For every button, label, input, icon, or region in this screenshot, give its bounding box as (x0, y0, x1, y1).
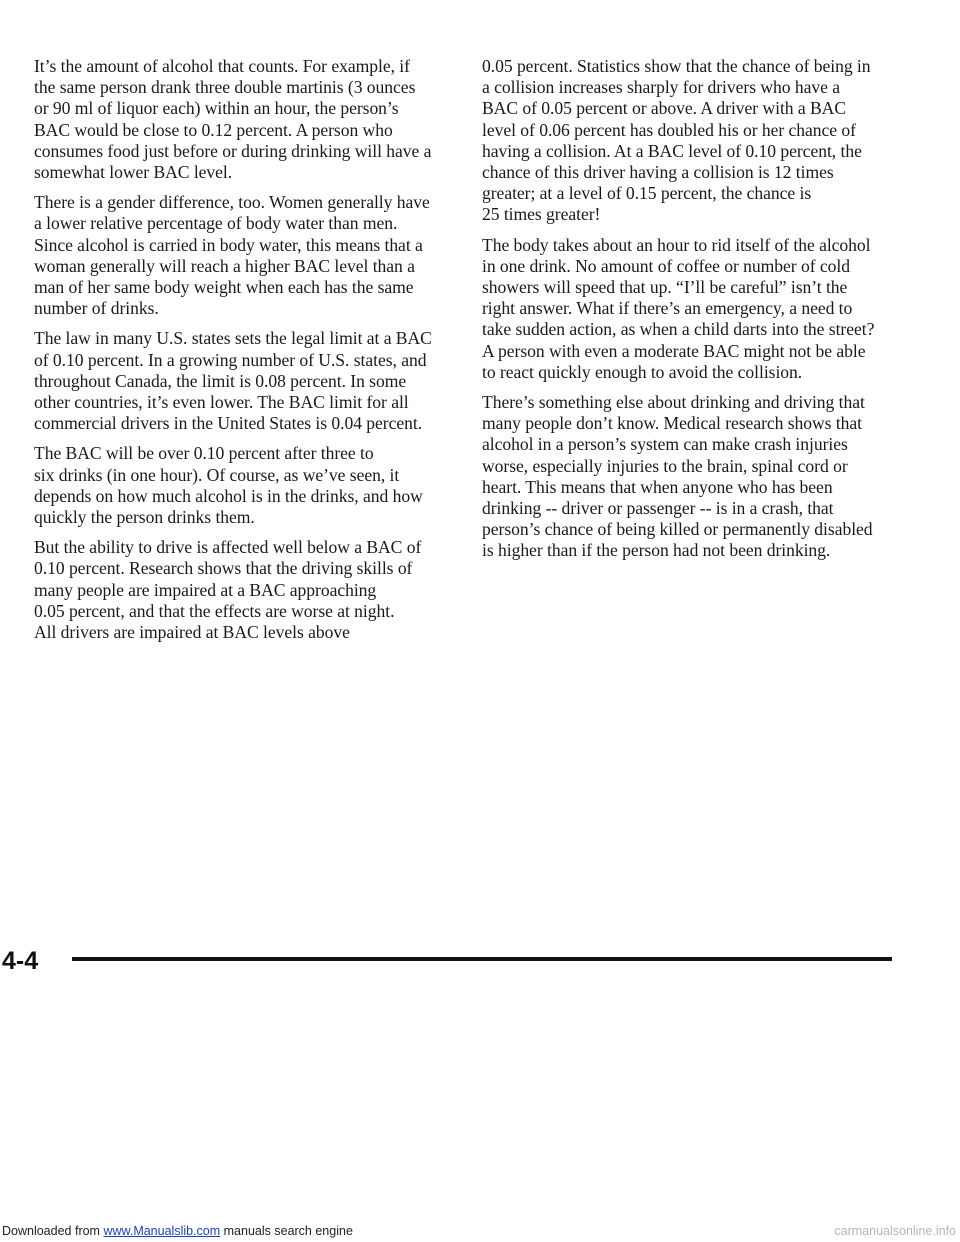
paragraph: 0.05 percent. Statistics show that the chance of being in a collision increases sharply for drivers who have a BAC of 0.05 percent or above. A driver with a BAC level of 0.06 percent has doubled his or her chance of having a collision. At a BAC level of 0.10 percent, the chance of this driver having a collision is 12 times greater; at a level of 0.15 percent, the chance is 25 times greater! (482, 56, 871, 225)
left-column (34, 56, 454, 652)
paragraph: The law in many U.S. states sets the legal limit at a BAC of 0.10 percent. In a growing number of U.S. states, and throughout Canada, the limit is 0.08 percent. In some other countries, it’s even lower. The BAC limit for all commercial drivers in the United States is 0.04 percent. (34, 328, 432, 434)
manualslib-link[interactable]: www.Manualslib.com (103, 1224, 221, 1238)
footer-suffix: manuals search engine (220, 1224, 353, 1238)
paragraph: The BAC will be over 0.10 percent after three to six drinks (in one hour). Of course, as we’ve seen, it depends on how much alcohol is in the drinks, and how quickly the person drinks them. (34, 443, 423, 528)
right-column (482, 56, 902, 571)
page-rule (72, 957, 892, 961)
paragraph: There is a gender difference, too. Women generally have a lower relative percentage of body water than men. Since alcohol is carried in body water, this means that a woman generally will reach a higher BAC level than a man of her same body weight when each has the same number of drinks. (34, 192, 430, 319)
paragraph: It’s the amount of alcohol that counts. For example, if the same person drank three double martinis (3 ounces or 90 ml of liquor each) within an hour, the person’s BAC would be close to 0.12 percent. A person who consumes food just before or during drinking will have a somewhat lower BAC level. (34, 56, 432, 183)
page-body (0, 56, 960, 944)
paragraph: There’s something else about drinking and driving that many people don’t know. Medical research shows that alcohol in a person’s system can make crash injuries worse, especially injuries to the brain, spinal cord or heart. This means that when anyone who has been drinking -- driver or passenger -- is in a crash, that person’s chance of being killed or permanently disabled is higher than if the person had not been drinking. (482, 392, 873, 561)
paragraph: The body takes about an hour to rid itself of the alcohol in one drink. No amount of coffee or number of cold showers will speed that up. “I’ll be careful” isn’t the right answer. What if there’s an emergency, a need to take sudden action, as when a child darts into the street? A person with even a moderate BAC might not be able to react quickly enough to avoid the collision. (482, 234, 875, 382)
download-footer (2, 1224, 353, 1238)
watermark-text: carmanualsonline.info (834, 1224, 956, 1238)
footer-prefix: Downloaded from (2, 1224, 104, 1238)
paragraph: But the ability to drive is affected well below a BAC of 0.10 percent. Research shows that the driving skills of many people are impaired at a BAC approaching 0.05 percent, and that the effects are worse at night. All drivers are impaired at BAC levels above (34, 537, 422, 643)
page-number: 4-4 (2, 947, 39, 975)
